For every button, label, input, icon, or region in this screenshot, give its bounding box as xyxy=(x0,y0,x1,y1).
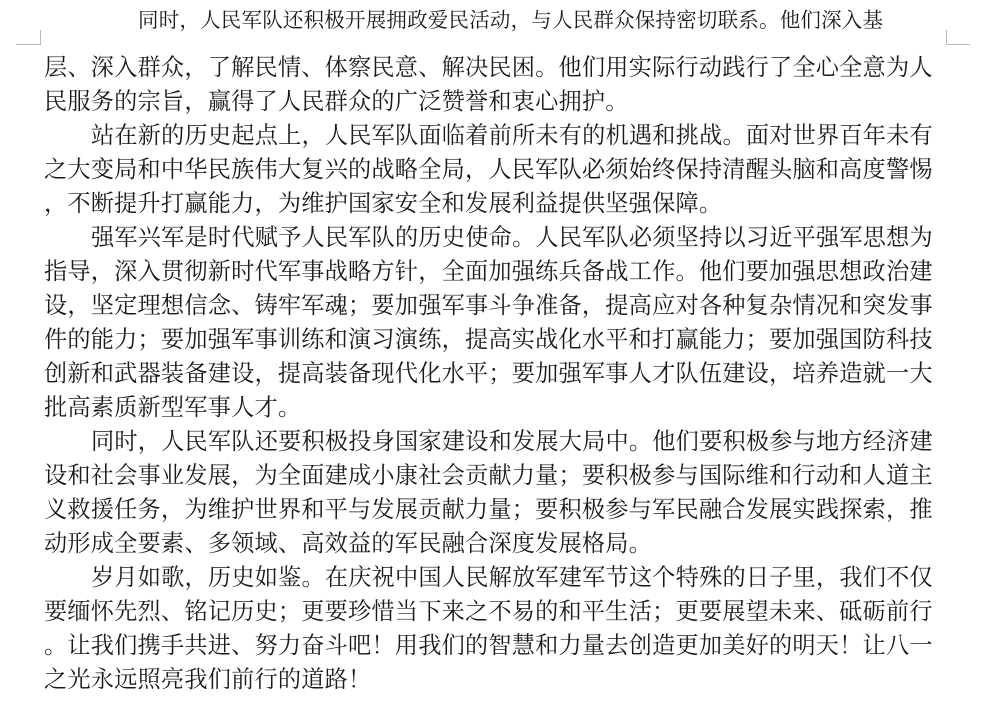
text-line-1: 同时，人民军队还积极开展拥政爱民活动，与人民群众保持密切联系。他们深入基 xyxy=(138,8,884,32)
text-line-17: 岁月如歌，历史如鉴。在庆祝中国人民解放军建军节这个特殊的日子里，我们不仅 xyxy=(91,564,933,591)
text-line-9: 设，坚定理想信念、铸牢军魂；要加强军事斗争准备，提高应对各种复杂情况和突发事 xyxy=(44,292,933,319)
text-line-14: 设和社会事业发展，为全面建成小康社会贡献力量；要积极参与国际维和行动和人道主 xyxy=(44,462,933,489)
text-line-8: 指导，深入贯彻新时代军事战略方针，全面加强练兵备战工作。他们要加强思想政治建 xyxy=(44,258,933,285)
crop-mark-top-right xyxy=(946,44,970,45)
text-line-5: 之大变局和中华民族伟大复兴的战略全局，人民军队必须始终保持清醒头脑和高度警惕 xyxy=(44,156,933,183)
text-line-10: 件的能力；要加强军事训练和演习演练，提高实战化水平和打赢能力；要加强国防科技 xyxy=(44,326,933,353)
text-line-3: 民服务的宗旨，赢得了人民群众的广泛赞誉和衷心拥护。 xyxy=(44,88,629,115)
text-line-6: ，不断提升打赢能力，为维护国家安全和发展利益提供坚强保障。 xyxy=(44,190,723,217)
text-line-7: 强军兴军是时代赋予人民军队的历史使命。人民军队必须坚持以习近平强军思想为 xyxy=(91,224,933,251)
text-line-18: 要缅怀先烈、铭记历史；更要珍惜当下来之不易的和平生活；更要展望未来、砥砺前行 xyxy=(44,598,933,625)
text-line-15: 义救援任务，为维护世界和平与发展贡献力量；要积极参与军民融合发展实践探索，推 xyxy=(44,496,933,523)
text-line-12: 批高素质新型军事人才。 xyxy=(44,394,302,421)
crop-mark-top-left xyxy=(16,44,40,45)
crop-mark-top-right-vertical xyxy=(946,30,947,45)
crop-mark-top-left-vertical xyxy=(40,30,41,45)
text-line-4: 站在新的历史起点上，人民军队面临着前所未有的机遇和挑战。面对世界百年未有 xyxy=(91,122,933,149)
text-line-16: 动形成全要素、多领域、高效益的军民融合深度发展格局。 xyxy=(44,530,653,557)
text-line-13: 同时，人民军队还要积极投身国家建设和发展大局中。他们要积极参与地方经济建 xyxy=(91,428,933,455)
text-line-20: 之光永远照亮我们前行的道路！ xyxy=(44,666,372,693)
text-line-2: 层、深入群众，了解民情、体察民意、解决民困。他们用实际行动践行了全心全意为人 xyxy=(44,54,933,81)
text-line-19: 。让我们携手共进、努力奋斗吧！用我们的智慧和力量去创造更加美好的明天！让八一 xyxy=(44,632,933,659)
text-line-11: 创新和武器装备建设，提高装备现代化水平；要加强军事人才队伍建设，培养造就一大 xyxy=(44,360,933,387)
